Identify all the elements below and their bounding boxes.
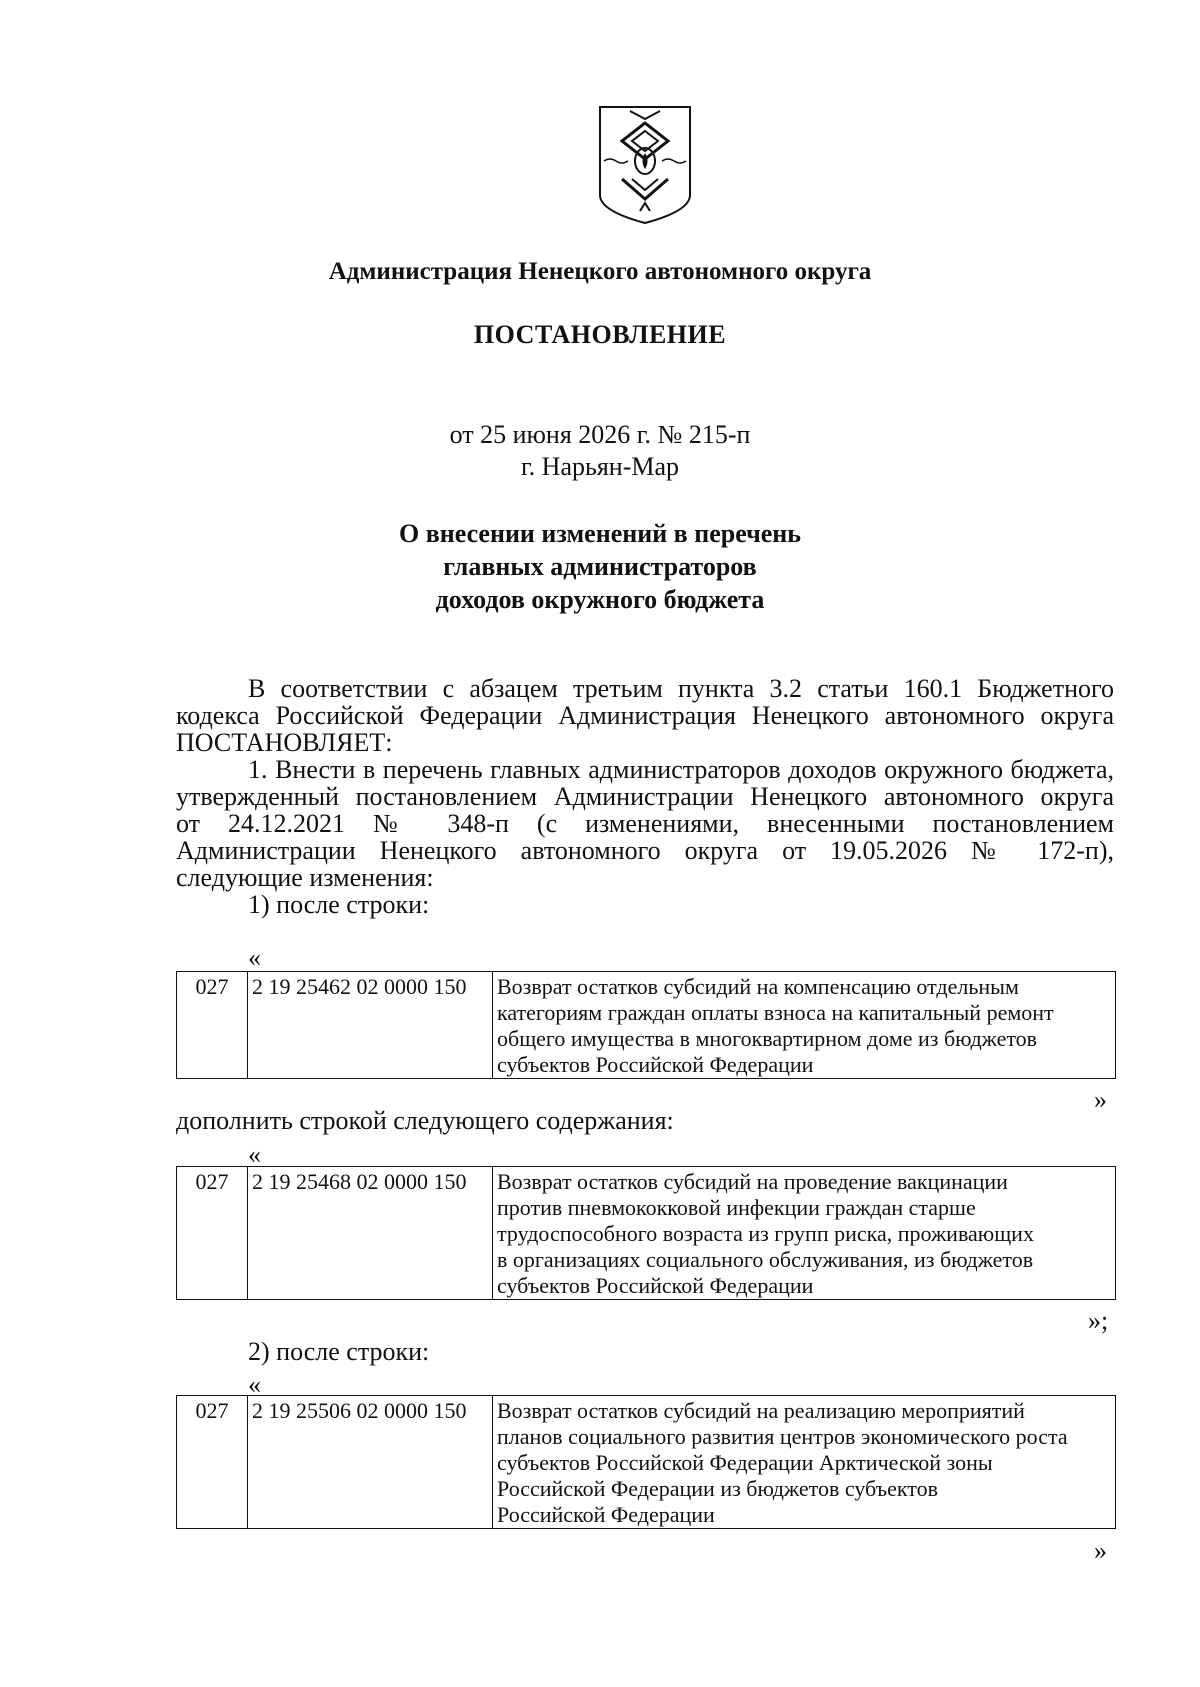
supplement-text: дополнить строкой следующего содержания:	[176, 1106, 674, 1135]
table-row	[177, 972, 1116, 1079]
description-line: против пневмококковой инфекции граждан старше	[497, 1195, 976, 1220]
subject-line: О внесении изменений в перечень	[398, 519, 802, 548]
open-quote: «	[248, 943, 261, 972]
item1-line: Администрации Ненецкого автономного округа от 19.05.2026 № 172-п),	[176, 836, 1114, 865]
description-line: Возврат остатков субсидий на проведение вакцинации	[497, 1169, 1008, 1194]
open-quote: «	[248, 1140, 261, 1169]
item1-line: следующие изменения:	[176, 863, 434, 892]
preamble-line: кодекса Российской Федерации Администрация Ненецкого автономного округа	[176, 701, 1114, 730]
subitem-1: 1) после строки:	[248, 890, 430, 919]
income-code: 2 19 25468 02 0000 150	[248, 1167, 493, 1300]
description-line: планов социального развития центров экономического роста	[497, 1424, 1068, 1449]
table-row	[177, 1396, 1116, 1529]
preamble-line: ПОСТАНОВЛЯЕТ:	[176, 728, 393, 757]
coat-of-arms-icon	[596, 103, 694, 225]
city: г. Нарьян-Мар	[520, 452, 680, 481]
description-line: в организациях социального обслуживания, из бюджетов	[497, 1247, 1034, 1272]
admin-code: 027	[177, 972, 248, 1079]
income-description	[493, 1167, 1116, 1300]
admin-code: 027	[177, 1167, 248, 1300]
document-subject	[0, 517, 1200, 616]
preamble	[176, 675, 1114, 918]
description-line: общего имущества в многоквартирном доме из бюджетов	[497, 1026, 1038, 1051]
item1-line: от 24.12.2021 № 348-п (с изменениями, внесенными постановлением	[176, 809, 1114, 838]
description-line: субъектов Российской Федерации	[497, 1273, 814, 1298]
open-quote: «	[248, 1370, 261, 1399]
description-line: субъектов Российской Федерации Арктической зоны	[497, 1450, 993, 1475]
description-line: Российской Федерации	[497, 1502, 715, 1527]
income-code: 2 19 25506 02 0000 150	[248, 1396, 493, 1529]
description-line: субъектов Российской Федерации	[497, 1052, 814, 1077]
item1-line: утвержденный постановлением Администрации Ненецкого автономного округа	[176, 782, 1114, 811]
description-line: Возврат остатков субсидий на компенсацию отдельным	[497, 974, 1019, 999]
close-quote: »	[1094, 1085, 1107, 1114]
amendment-table	[176, 1166, 1116, 1300]
description-line: трудоспособного возраста из групп риска, проживающих	[497, 1221, 1034, 1246]
close-quote: »	[1094, 1536, 1107, 1565]
subject-line: главных администраторов	[443, 552, 757, 581]
date-number: от 25 июня 2026 г. № 215-п	[449, 420, 751, 449]
description-line: Российской Федерации из бюджетов субъектов	[497, 1476, 938, 1501]
income-code: 2 19 25462 02 0000 150	[248, 972, 493, 1079]
amendment-table	[176, 971, 1116, 1079]
income-description	[493, 972, 1116, 1079]
table-row	[177, 1167, 1116, 1300]
description-line: категориям граждан оплаты взноса на капитальный ремонт	[497, 1000, 1054, 1025]
document-type: ПОСТАНОВЛЕНИЕ	[473, 320, 727, 349]
description-line: Возврат остатков субсидий на реализацию мероприятий	[497, 1398, 1025, 1423]
organization-name: Администрация Ненецкого автономного округа	[328, 258, 872, 285]
income-description	[493, 1396, 1116, 1529]
subitem-2: 2) после строки:	[248, 1337, 430, 1366]
admin-code: 027	[177, 1396, 248, 1529]
preamble-line: В соответствии с абзацем третьим пункта 3.2 статьи 160.1 Бюджетного	[248, 674, 1114, 703]
subject-line: доходов окружного бюджета	[435, 585, 765, 614]
close-quote: »;	[1088, 1306, 1109, 1335]
amendment-table	[176, 1395, 1116, 1529]
item1-line: 1. Внести в перечень главных администраторов доходов окружного бюджета,	[248, 755, 1114, 784]
